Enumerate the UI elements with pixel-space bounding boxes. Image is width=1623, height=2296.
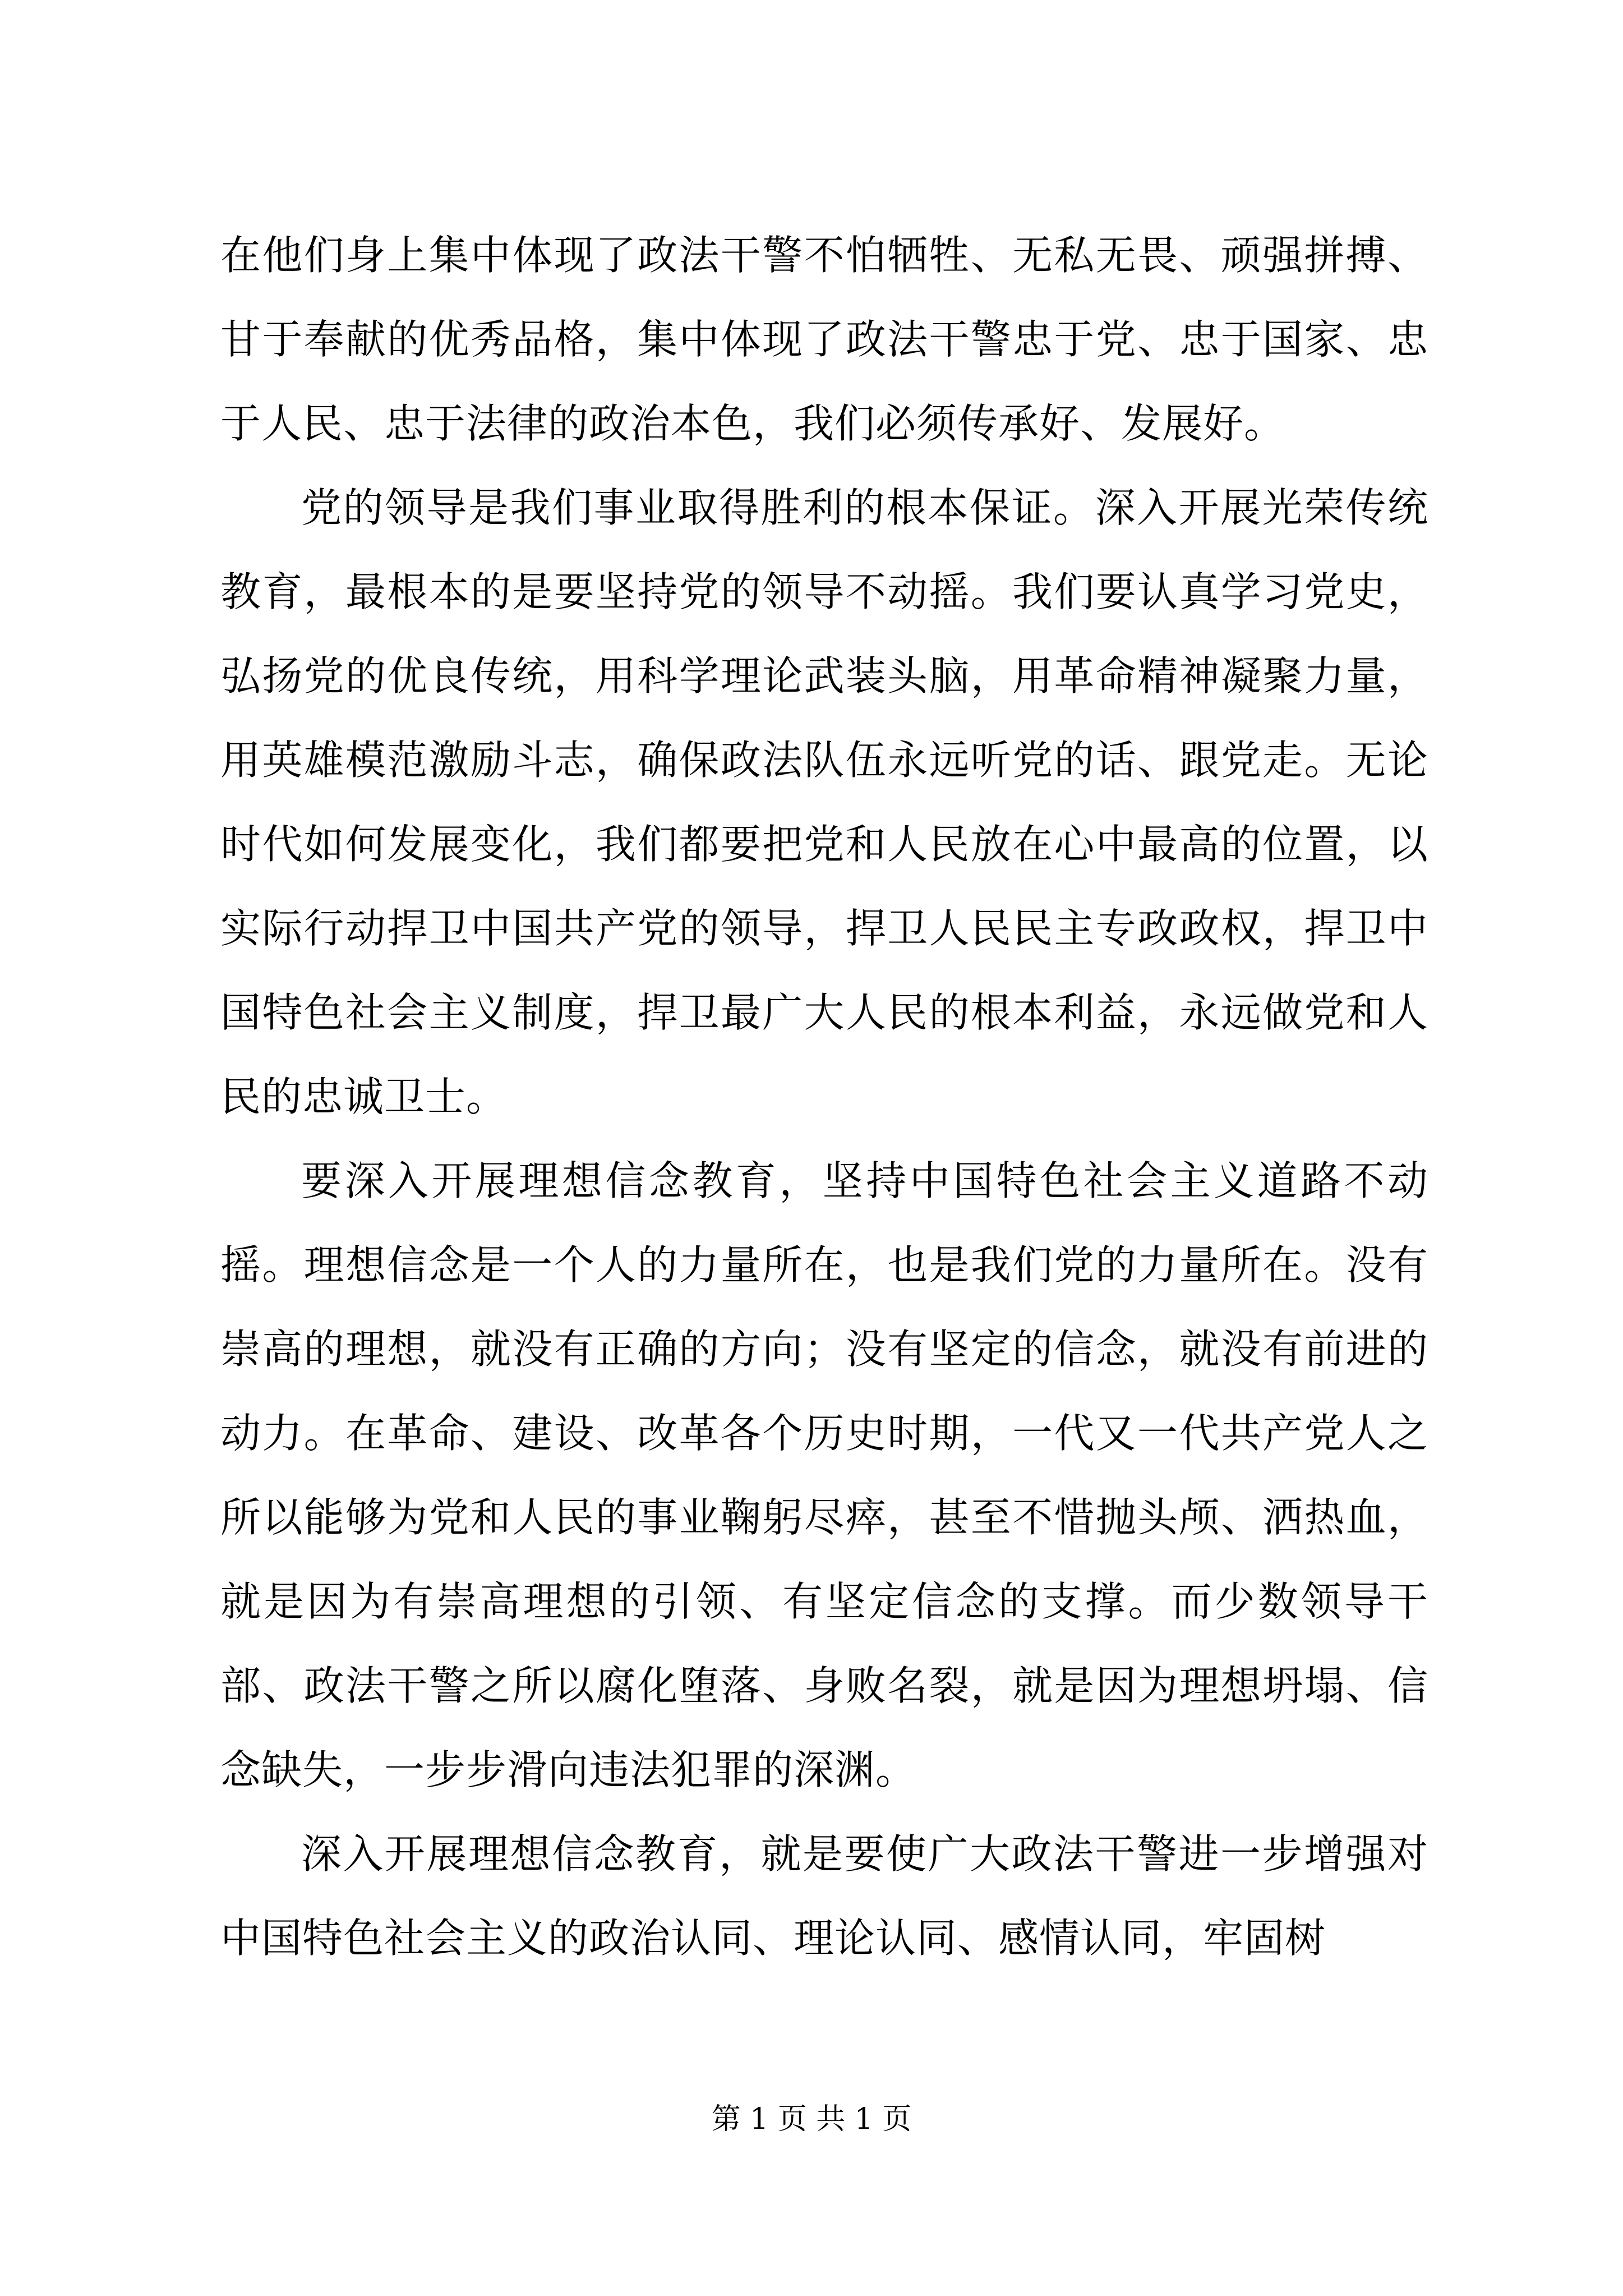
paragraph-ideals-education: 深入开展理想信念教育，就是要使广大政法干警进一步增强对中国特色社会主义的政治认同、理论认同、感情认同，牢固树 (220, 1830, 1428, 1962)
document-body (220, 213, 1428, 1980)
paragraph-ideals-beliefs: 要深入开展理想信念教育，坚持中国特色社会主义道路不动摇。理想信念是一个人的力量所在，也是我们党的力量所在。没有崇高的理想，就没有正确的方向；没有坚定的信念，就没有前进的动力。在革命、建设、改革各个历史时期，一代又一代共产党人之所以能够为党和人民的事业鞠躬尽瘁，甚至不惜抛头颅、洒热血，就是因为有崇高理想的引领、有坚定信念的支撑。而少数领导干部、政法干警之所以腐化堕落、身败名裂，就是因为理想坍塌、信念缺失，一步步滑向违法犯罪的深渊。 (220, 1157, 1428, 1793)
paragraph-party-leadership: 党的领导是我们事业取得胜利的根本保证。深入开展光荣传统教育，最根本的是要坚持党的领导不动摇。我们要认真学习党史，弘扬党的优良传统，用科学理论武装头脑，用革命精神凝聚力量，用英雄模范激励斗志，确保政法队伍永远听党的话、跟党走。无论时代如何发展变化，我们都要把党和人民放在心中最高的位置，以实际行动捍卫中国共产党的领导，捍卫人民民主专政政权，捍卫中国特色社会主义制度，捍卫最广大人民的根本利益，永远做党和人民的忠诚卫士。 (220, 484, 1428, 1120)
page-footer: 第 1 页 共 1 页 (711, 2102, 912, 2136)
paragraph-continuation: 在他们身上集中体现了政法干警不怕牺牲、无私无畏、顽强拼搏、甘于奉献的优秀品格，集中体现了政法干警忠于党、忠于国家、忠于人民、忠于法律的政治本色，我们必须传承好、发展好。 (220, 232, 1428, 447)
